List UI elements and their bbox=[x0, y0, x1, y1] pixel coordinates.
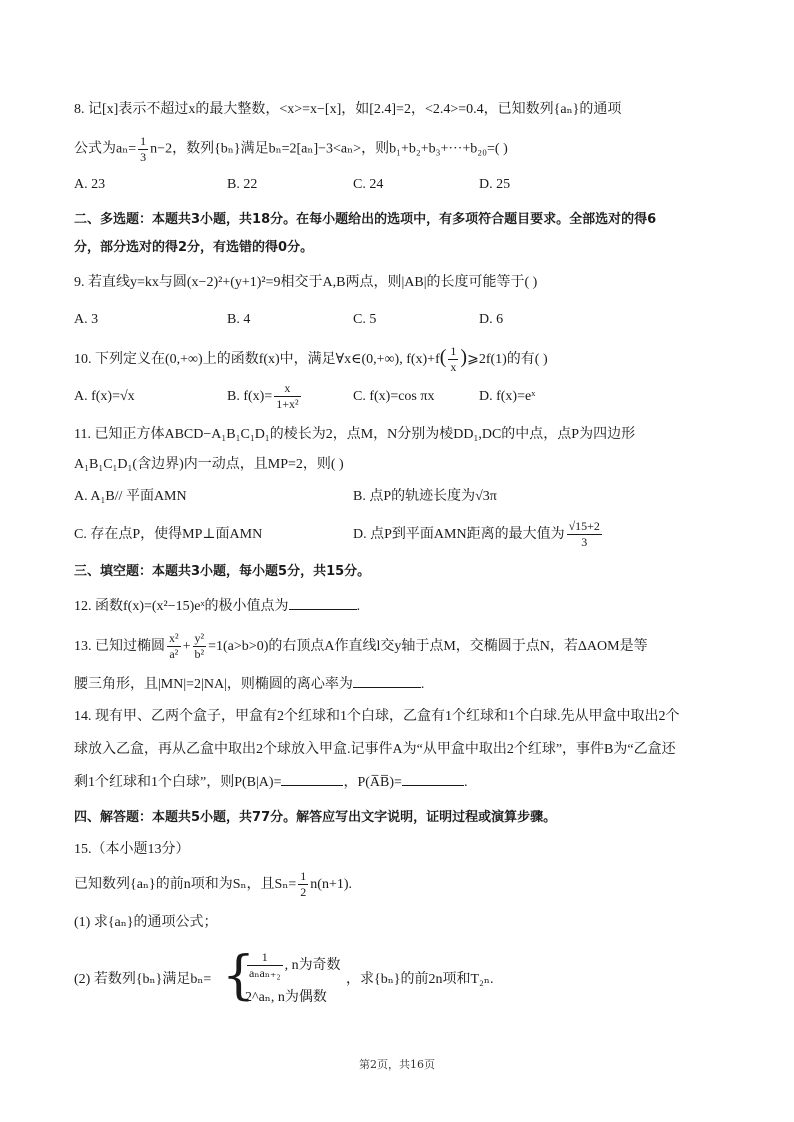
q12-text bbox=[74, 597, 360, 617]
q11-option-d-den: 3 bbox=[581, 535, 588, 550]
q15-case1-text: , n为奇数 bbox=[284, 958, 341, 973]
q14-line3 bbox=[74, 773, 467, 793]
q15-case1-fraction bbox=[247, 950, 283, 981]
q13-line1 bbox=[74, 630, 648, 664]
q15-fraction bbox=[298, 869, 308, 900]
q15-case1 bbox=[245, 950, 341, 982]
q10-option-b-num: x bbox=[274, 381, 300, 397]
q9-options bbox=[74, 310, 724, 330]
q10-option-b bbox=[227, 380, 303, 414]
q11-option-c: C. 存在点P，使得MP⊥面AMN bbox=[74, 527, 263, 542]
section3-heading: 三、填空题：本题共3小题，每小题5分，共15分。 bbox=[74, 564, 371, 579]
q8-options bbox=[74, 175, 724, 195]
q14-line3-a: 剩1个红球和1个白球”，则P(B|A)= bbox=[74, 775, 282, 790]
q15-line1-a: 已知数列{aₙ}的前n项和为Sₙ，且Sₙ= bbox=[74, 877, 297, 892]
q12-answer-blank[interactable] bbox=[289, 597, 357, 610]
q14-line1: 14. 现有甲、乙两个盒子，甲盒有2个红球和1个白球，乙盒有1个红球和1个白球.先从甲盒中取出2个 bbox=[74, 709, 680, 724]
q10-option-d: D. f(x)=eˣ bbox=[479, 389, 536, 404]
q14-line3-b: ，P(A̅B̅)= bbox=[343, 775, 402, 790]
q13-frac-y bbox=[193, 631, 207, 662]
q14-line2: 球放入乙盒，再从乙盒中取出2个球放入甲盒.记事件A为“从甲盒中取出2个红球”，事件B为“乙盒还 bbox=[74, 742, 676, 757]
q15-line1 bbox=[74, 868, 352, 902]
q14-answer-blank-2[interactable] bbox=[402, 773, 464, 786]
q8-fraction bbox=[138, 134, 148, 165]
q13-frac-x bbox=[167, 631, 181, 662]
q10-text-a: 10. 下列定义在(0,+∞)上的函数f(x)中，满足∀x∈(0,+∞), f(x)+f bbox=[74, 352, 440, 367]
q9-option-c: C. 5 bbox=[353, 312, 377, 327]
q11-option-b: B. 点P的轨迹长度为√3π bbox=[353, 489, 497, 504]
section4-heading: 四、解答题：本题共5小题，共77分。解答应写出文字说明，证明过程或演算步骤。 bbox=[74, 810, 557, 825]
q15-frac-den: 2 bbox=[300, 885, 307, 900]
q13-line1-a: 13. 已知过椭圆 bbox=[74, 639, 165, 654]
q13-frac-x-num: x² bbox=[169, 631, 179, 646]
q10-option-b-den: 1+x² bbox=[276, 397, 299, 412]
q8-frac-den: 3 bbox=[140, 150, 147, 164]
q15-case2: 2^aₙ, n为偶数 bbox=[245, 990, 327, 1005]
q11-option-a: A. A₁B// 平面AMN bbox=[74, 489, 187, 504]
q15-part2-lead: (2) 若数列{bₙ}满足bₙ= bbox=[74, 972, 212, 987]
q10-frac-den: x bbox=[450, 360, 457, 375]
q10-text-b: ⩾2f(1)的有( ) bbox=[467, 352, 548, 367]
q11-option-d bbox=[353, 518, 604, 552]
q8-line2-b: n−2，数列{bₙ}满足bₙ=2[aₙ]−3<aₙ>，则b₁+b₂+b₃+···+b₂₀=( ) bbox=[150, 141, 508, 157]
q13-line2-b: . bbox=[420, 677, 425, 692]
section2-heading-line2: 分，部分选对的得2分，有选错的得0分。 bbox=[74, 240, 314, 255]
q10-option-c: C. f(x)=cos πx bbox=[353, 389, 435, 404]
q11-option-d-num: √15+2 bbox=[568, 519, 600, 534]
q14-answer-blank-1[interactable] bbox=[281, 773, 343, 786]
q9-option-b: B. 4 bbox=[227, 312, 251, 327]
q8-option-c: C. 24 bbox=[353, 177, 384, 192]
q13-plus: + bbox=[182, 639, 191, 654]
q8-line2-a: 公式为aₙ= bbox=[74, 141, 137, 157]
q8-option-d: D. 25 bbox=[479, 177, 511, 192]
q15-header: 15.（本小题13分） bbox=[74, 842, 190, 857]
q11-line1: 11. 已知正方体ABCD−A₁B₁C₁D₁的棱长为2，点M，N分别为棱DD₁,DC的中点，点P为四边形 bbox=[74, 427, 636, 442]
q11-option-d-pre: D. 点P到平面AMN距离的最大值为 bbox=[353, 527, 565, 542]
q13-line2 bbox=[74, 675, 424, 695]
q10-frac-num: 1 bbox=[450, 344, 457, 359]
q12-text-b: . bbox=[356, 599, 361, 614]
q15-part1: (1) 求{aₙ}的通项公式； bbox=[74, 915, 218, 930]
q11-options-row2 bbox=[74, 518, 724, 552]
q10-option-b-pre: B. f(x)= bbox=[227, 389, 273, 404]
q9-option-a: A. 3 bbox=[74, 312, 99, 327]
q15-frac-num: 1 bbox=[300, 869, 307, 884]
page-footer: 第2页，共16页 bbox=[359, 1058, 435, 1071]
q8-option-a: A. 23 bbox=[74, 177, 106, 192]
q13-line1-b: =1(a>b>0)的右顶点A作直线l交y轴于点M，交椭圆于点N，若ΔAOM是等 bbox=[208, 639, 648, 654]
q12-text-a: 12. 函数f(x)=(x²−15)eˣ的极小值点为 bbox=[74, 599, 289, 614]
q15-case1-num: 1 bbox=[247, 950, 283, 966]
q10-option-b-fraction bbox=[274, 381, 300, 412]
q8-option-b: B. 22 bbox=[227, 177, 258, 192]
q13-answer-blank[interactable] bbox=[353, 675, 421, 688]
q13-frac-x-den: a² bbox=[169, 647, 179, 662]
q13-frac-y-num: y² bbox=[194, 631, 205, 646]
q11-line2: A₁B₁C₁D₁(含边界)内一动点，且MP=2，则( ) bbox=[74, 457, 344, 472]
q15-part2-tail: ，求{bₙ}的前2n项和T₂ₙ. bbox=[346, 972, 494, 987]
q13-line2-a: 腰三角形，且|MN|=2|NA|，则椭圆的离心率为 bbox=[74, 677, 353, 692]
q15-case1-den: aₙaₙ₊₂ bbox=[249, 966, 281, 981]
q8-frac-num: 1 bbox=[140, 134, 147, 148]
q10-text: 10. 下列定义在(0,+∞)上的函数f(x)中，满足∀x∈(0,+∞), f(x)+f( $\frac{1}{x}$ )⩾2f(1)的有( ) bbox=[74, 344, 548, 375]
q15-piecewise-brace: { bbox=[222, 946, 256, 1006]
section2-heading-line1: 二、多选题：本题共3小题，共18分。在每小题给出的选项中，有多项符合题目要求。全部选对的得6 bbox=[74, 212, 657, 227]
q8-line2 bbox=[74, 134, 508, 164]
q10-fraction bbox=[448, 344, 458, 375]
q14-line3-c: . bbox=[463, 775, 468, 790]
q11-options-row1 bbox=[74, 487, 724, 507]
q10-options bbox=[74, 380, 724, 414]
q15-line1-b: n(n+1). bbox=[310, 877, 353, 892]
q11-option-d-fraction bbox=[567, 519, 602, 550]
q10-option-a: A. f(x)=√x bbox=[74, 389, 135, 404]
q9-text: 9. 若直线y=kx与圆(x−2)²+(y+1)²=9相交于A,B两点，则|AB|的长度可能等于( ) bbox=[74, 275, 538, 290]
q8-line1: 8. 记[x]表示不超过x的最大整数，<x>=x−[x]，如[2.4]=2，<2.4>=0.4，已知数列{aₙ}的通项 bbox=[74, 102, 622, 117]
q9-option-d: D. 6 bbox=[479, 312, 504, 327]
q13-frac-y-den: b² bbox=[194, 647, 205, 662]
